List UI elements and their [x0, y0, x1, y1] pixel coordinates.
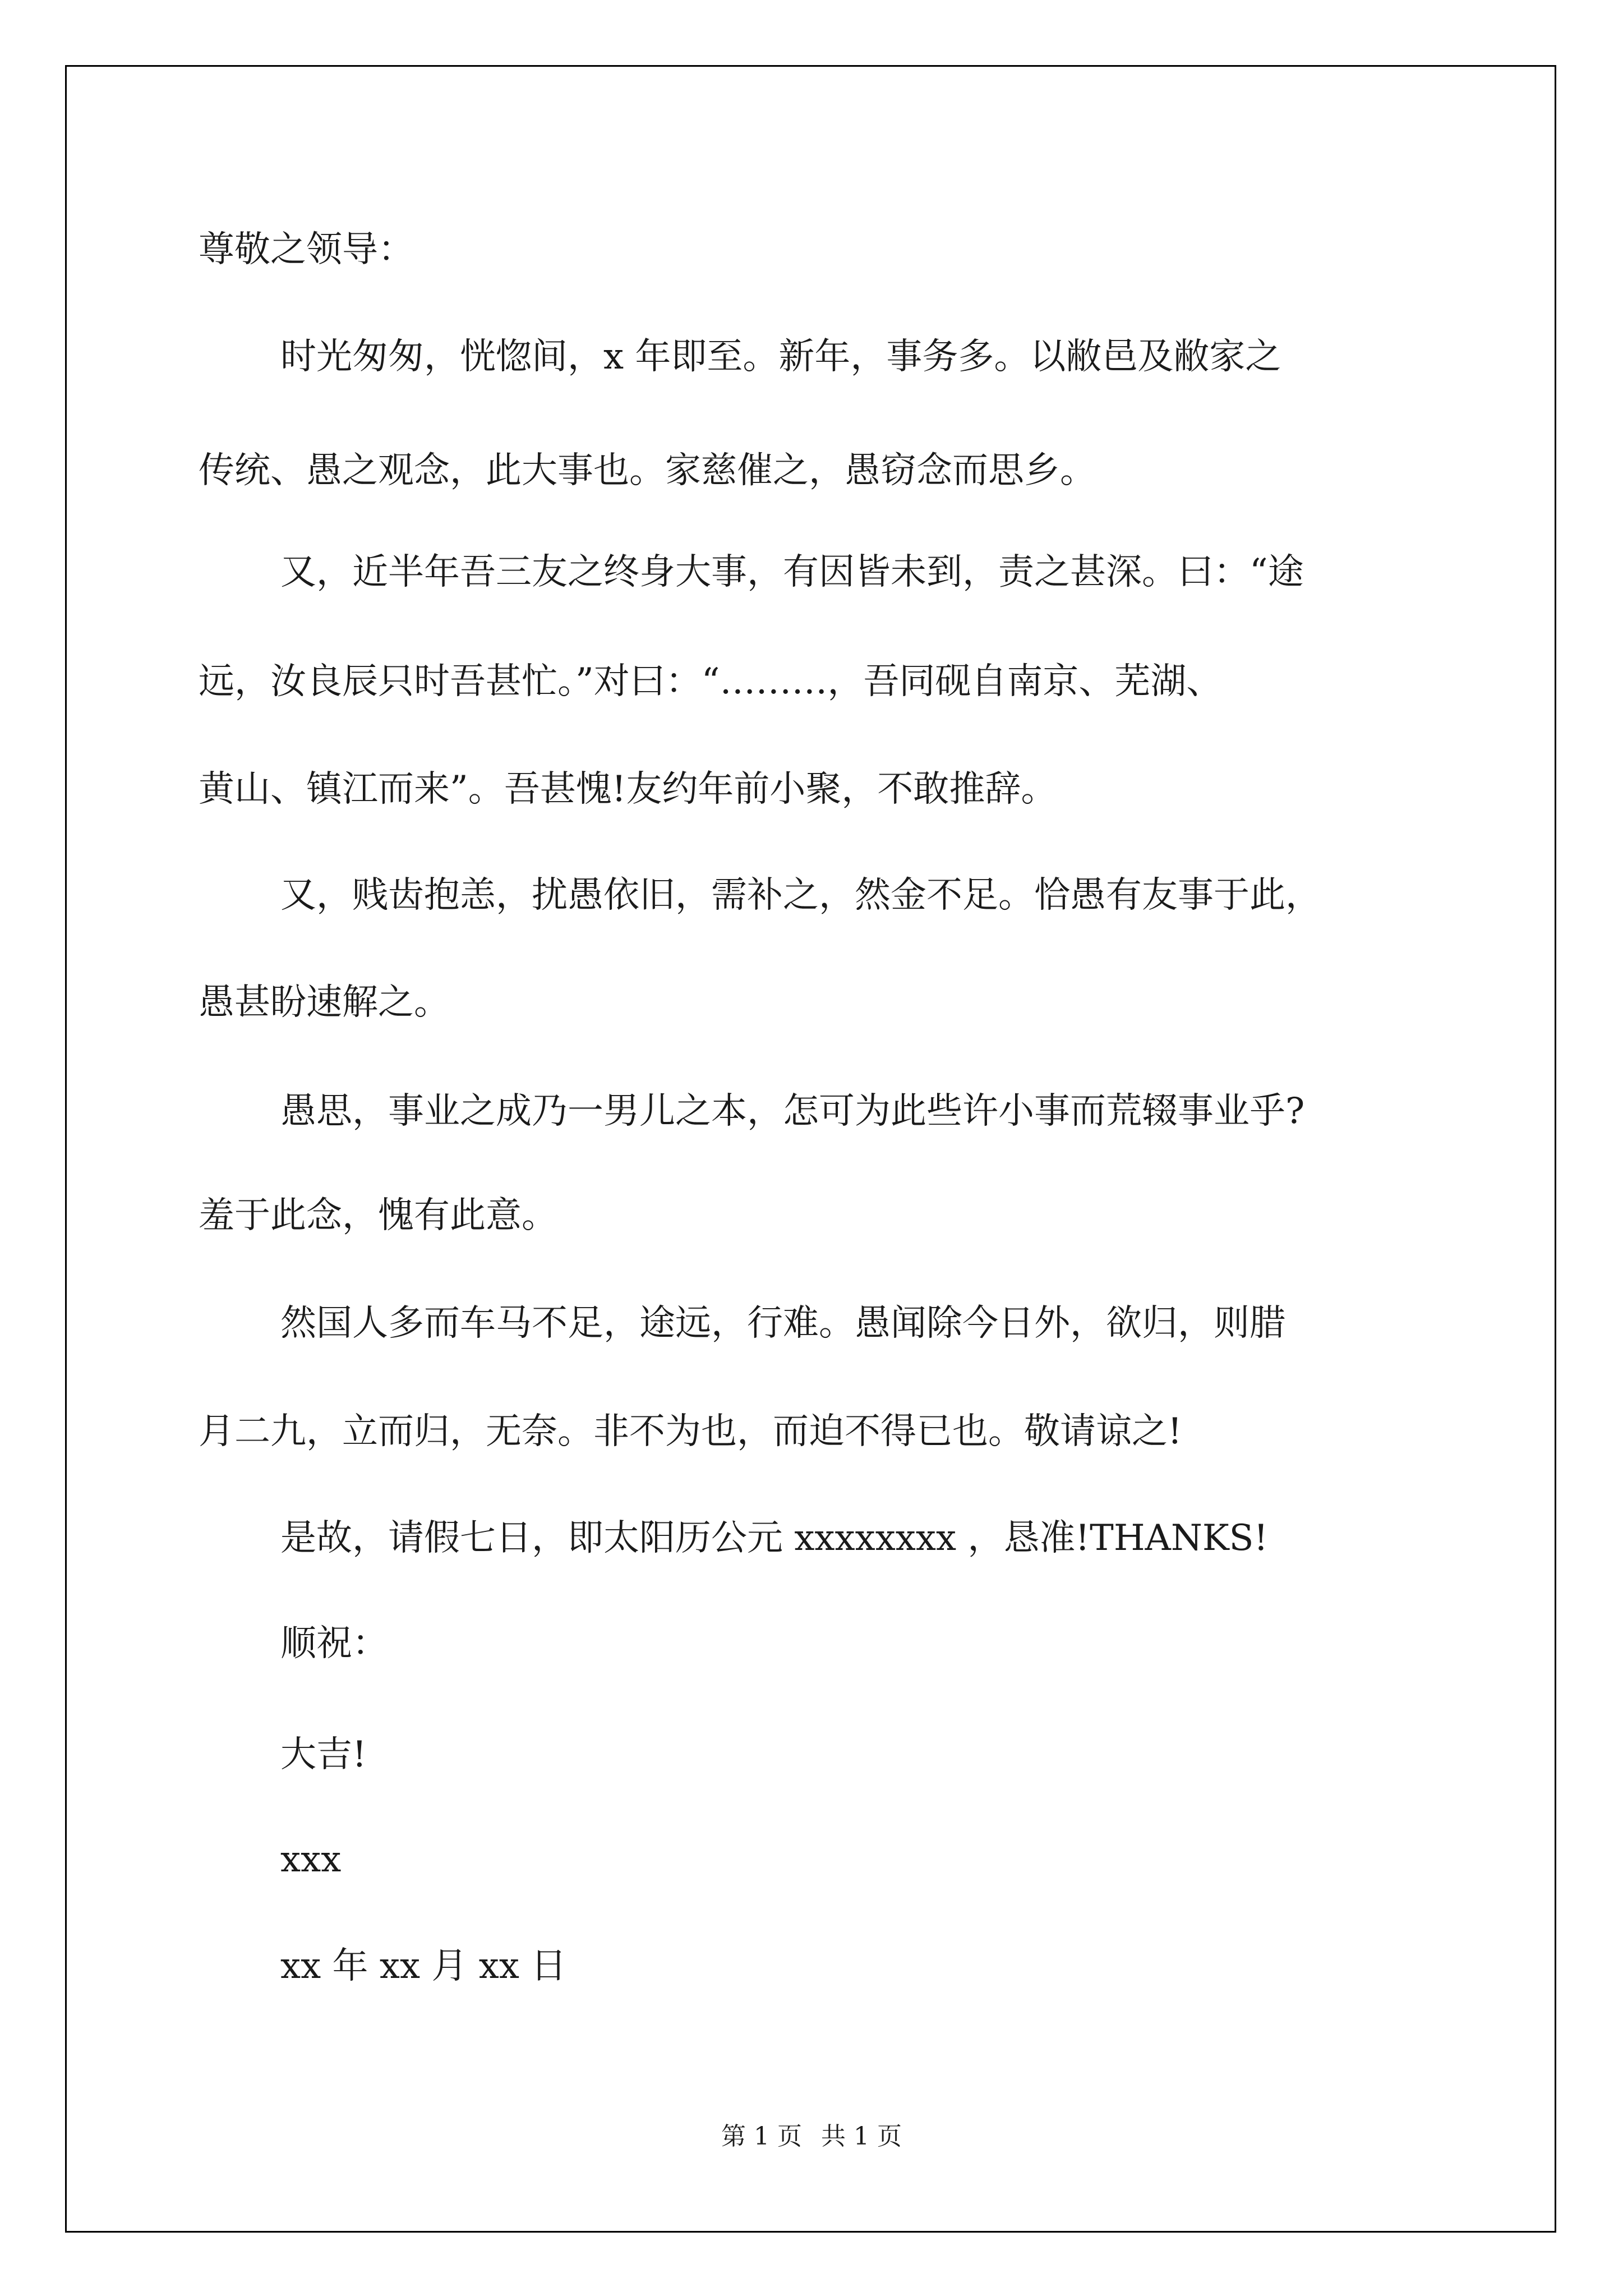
closing-greeting: 顺祝： — [280, 1623, 388, 1664]
paragraph-line: 然国人多而车马不足，途远，行难。愚闻除今日外，欲归，则腊 — [280, 1303, 1285, 1344]
salutation: 尊敬之领导： — [199, 229, 414, 270]
page-footer — [0, 2124, 1623, 2149]
paragraph-line: 愚甚盼速解之。 — [199, 982, 450, 1023]
paragraph-line: 又，贱齿抱恙，扰愚依旧，需补之，然金不足。恰愚有友事于此， — [280, 875, 1321, 916]
page-total: 共 1 页 — [821, 2122, 902, 2151]
page-number: 第 1 页 — [721, 2122, 802, 2151]
paragraph-line: 黄山、镇江而来”。吾甚愧!友约年前小聚，不敢推辞。 — [199, 769, 1057, 810]
signature-name: xxx — [280, 1839, 342, 1880]
paragraph-line: 月二九，立而归，无奈。非不为也，而迫不得已也。敬请谅之! — [199, 1411, 1182, 1452]
closing-wish: 大吉! — [280, 1734, 367, 1775]
paragraph-line: 时光匆匆，恍惚间，x 年即至。新年，事务多。以敝邑及敝家之 — [280, 336, 1281, 378]
signature-date: xx 年 xx 月 xx 日 — [280, 1945, 567, 1987]
paragraph-line: 羞于此念，愧有此意。 — [199, 1195, 557, 1236]
paragraph-line: 是故，请假七日，即太阳历公元 xxxxxxxx ，恳准!THANKS! — [280, 1517, 1269, 1559]
paragraph-line: 又，近半年吾三友之终身大事，有因皆未到，责之甚深。曰：“途 — [280, 551, 1304, 593]
paragraph-line: 愚思，事业之成乃一男儿之本，怎可为此些许小事而荒辍事业乎? — [280, 1091, 1305, 1132]
paragraph-line: 远，汝良辰只时吾甚忙。”对曰：“………，吾同砚自南京、芜湖、 — [199, 661, 1223, 702]
page-border — [65, 65, 1556, 2233]
paragraph-line: 传统、愚之观念，此大事也。家慈催之，愚窃念而思乡。 — [199, 450, 1096, 491]
